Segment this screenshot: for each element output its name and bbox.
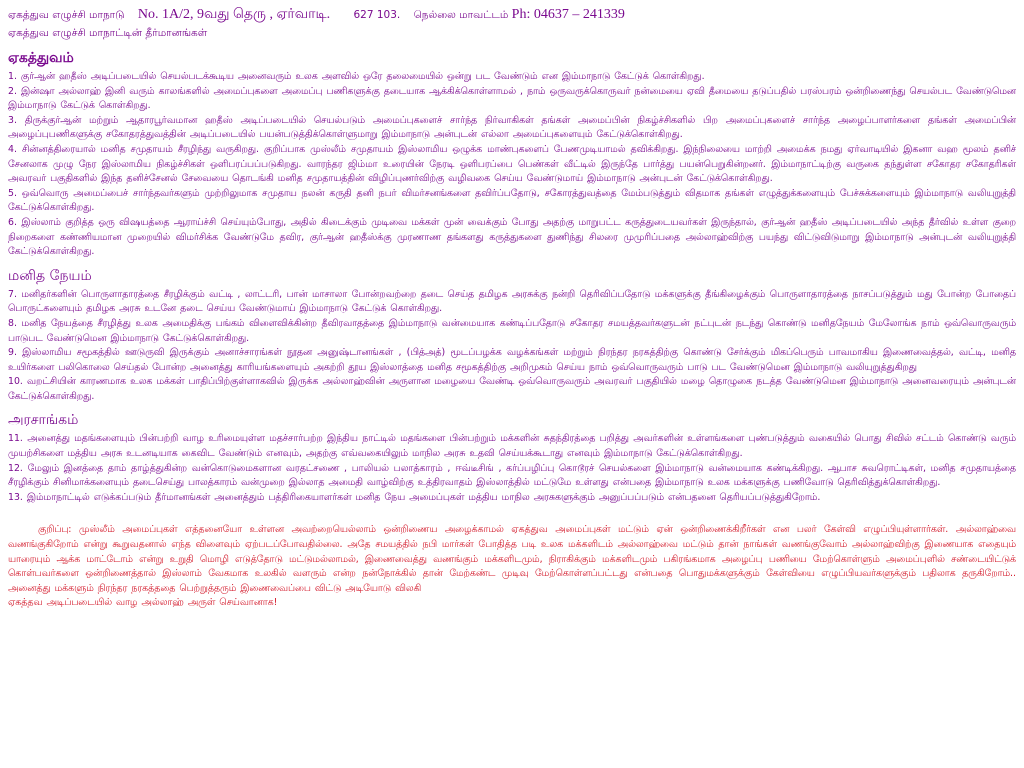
resolution-item: 12. மேலும் இனத்தை தாம் தாழ்த்துகின்ற வன்கொடுமைகளான வரதட்சணை , பாலியல் பலாத்காரம் , ஈவ்டீசிங் , கர்ப்பழிப்பு கொடூரச் செயல்களை இம்மாநாடு வன்மையாக கண்டிக்கிறது. ஆபாச சுவரொட்டிகள், மனித சமுதாயத்தை சீரழிக்கும் சினிமாக்களையும் தடைசெய்து பாலத்காரம் வன்முறை இல்லாத அமைதி வாழ்விற்கு உத்திரவாதம் இஸ்லாத்தில் மட்டுமே உள்ளது என்பதை இம்மாநாடு உலக மக்களுக்கு பணிவோடு தெரிவித்துக்கொள்கிறது. [8,462,1016,489]
resolution-item: 4. சின்னத்திரையால் மனித சமுதாயம் சீரழிந்து வருகிறது. குறிப்பாக முஸ்லீம் சமுதாயம் இஸ்லாமிய ஒழுக்க மாண்புகளைப் பேணமுடியாமல் தவிக்கிறது. இந்நிலையை மாற்றி அமைக்க நமது ஏர்வாடியில் இகனா வஹ மூலம் தனிச் சேனலாக முழு நேர இஸ்லாமிய நிகழ்ச்சிகள் ஒளிபரப்பப்படுகிறது. வாரந்தர ஜிம்மா உரையின் நேரடி ஒளிபரப்பை பெண்கள் வீட்டில் இருந்தே பார்த்து பயன்பெறுகின்றனர். இம்மாநாட்டிற்கு வருகை தந்துள்ள சகோதர சகோதரிகள் அவரவர் பகுதிகளில் இந்த தனிச்சேனல் சேவையை தொடங்கி மனித சமுதாயத்தின் விழிப்புணர்விற்கு வழிவகை செய்ய வேண்டுமாய் இம்மாநாடு அன்புடன் கேட்டுக்கொள்கிறது. [8,143,1016,185]
document-subtitle: ஏகத்துவ எழுச்சி மாநாட்டின் தீர்மானங்கள் [8,27,208,39]
header-line [8,6,1016,24]
note-block [8,523,1016,611]
resolution-item: 8. மனித நேயத்தை சீரழித்து உலக அமைதிக்கு பங்கம் விளைவிக்கின்ற தீவிரவாதத்தை இம்மாநாடு வன்மையாக கண்டிப்பதோடு சகோதர சமயத்தவர்களுடன் நட்புடன் நடந்து கொண்டு மனிதநேயம் மேலோங்க நாம் ஒவ்வொருவரும் பாடுபட வேண்டுமென இம்மாநாடு கேட்டுக்கொள்கிறது. [8,317,1016,344]
org-name: ஏகத்துவ எழுச்சி மாநாடு [8,9,125,21]
section-title: ஏகத்துவம் [8,50,74,66]
section-title: மனித நேயம் [8,267,92,284]
resolution-item: 10. வறட்சியின் காரணமாக உலக மக்கள் பாதிப்பிற்குள்ளாகவில் இருக்க அல்லாஹ்வின் அருளான மழையை வேண்டி ஒவ்வொருவரும் அவரவர் பகுதியில் மழை தொழுகை நடத்த வேண்டுமென இம்மாநாடு அனைவரையும் அன்புடன் கேட்டுக்கொள்கிறது. [8,376,1016,402]
note-paragraph: குறிப்பு: முஸ்லீம் அமைப்புகள் எத்தனையோ உள்ளன அவற்றையெல்லாம் ஒன்றிணைய அழைக்காமல் ஏகத்துவ அமைப்புகள் மட்டும் ஏன் ஒன்றிணைக்கிறீர்கள் என பலர் கேள்வி எழுப்பியுள்ளார்கள். அல்லாஹ்வை வணங்குகிறோம் என்று கூறுவதனால் எந்த விளைவும் ஏற்படப்போவதில்லை. அதே சமயத்தில் நபி மார்கள் போதித்த படி உலக மக்களிடம் அல்லாஹ்வை மட்டும் தான் நாங்கள் வணங்குவோம் அல்லாஹ்விற்கு இணையாக எதையும் யாரையும் ஆக்க மாட்டோம் என்று உறுதி மொழி எடுத்தோடு மட்டுமல்லாமல், இணைவைத்து வணங்கும் மக்களிடமும், நிராகிக்கும் மக்களிடமும் பகிரங்கமாக அழைப்பு பணியை மேற்கொள்ளும் அமைப்புளில் சண்டையிட்டுக் கொள்பவர்களை ஒன்றிணைத்தால் இஸ்லாம் வேகமாக உலகில் வளரும் என்ற நன்நோக்கில் தான் மேற்கண்ட முடிவு மேற்கொள்ளப்பட்டது என்பதை பொதுமக்களுக்கும் கேள்வியை எழுப்பியவர்களுக்கும் பதிலாக தருகிறோம்.. அனைத்து மக்களும் நிரந்தர நரகத்ததை பெற்றுத்தரும் இணைவைப்பை விட்டு அடியோடு விலகி [8,524,1016,594]
section-manitha-neyam [8,266,1016,405]
section-arasangam [8,410,1016,505]
resolution-item: 1. குர்ஆன் ஹதீஸ் அடிப்படையில் செயல்படக்கூடிய அனைவரும் உலக அளவில் ஒரே தலைமையில் ஒன்று பட வேண்டும் என இம்மாநாடு கேட்டுக் கொள்கிறது. [8,71,705,82]
phone: Ph: 04637 – 241339 [511,7,625,22]
resolution-item: 9. இஸ்லாமிய சமூகத்தில் ஊடுருவி இருக்கும் அனாச்சாரங்கள் நூதன அனுஷ்டானங்கள் , (பித்அத்) மூடப்பழக்க வழக்கங்கள் மற்றும் நிரந்தர நரகத்திற்கு கொண்டு சேர்க்கும் மிகப்பெரும் பாவமாகிய இணைவைத்தல், வட்டி, மனித உயிர்களை பலிகொலை செய்தல் போன்ற அனைத்து காரியங்களையும் அகற்றி தூய இஸ்லாத்தை மனித சமூகத்திற்கு அறிமுகம் செய்ய நாம் ஒவ்வொருவரும் பாடு பட வேண்டுமென இம்மாநாடு வலியுறுத்துகிறது [8,347,1016,373]
resolution-item: 7. மனிதர்களின் பொருளாதாரத்தை சீரழிக்கும் வட்டி , லாட்டரி, பான் மாசாலா போன்றவற்றை தடை செய்த தமிழக அரசுக்கு நன்றி தெரிவிப்பதோடு மக்களுக்கு தீங்கிழைக்கும் பொருளாதாரத்தை நாசப்படுத்தும் மது போன்ற போதைப் பொருட்களையும் தமிழக அரசு உடனே தடை செய்ய வேண்டுமாய் இம்மாநாடு கேட்டுக் கொள்கிறது. [8,288,1016,315]
pincode: 627 103. [353,9,401,21]
resolution-item: 2. இன்ஷா அல்லாஹ் இனி வரும் காலங்களில் அமைப்புகளை அமைப்பு பணிகளுக்கு தடையாக ஆக்கிக்கொள்ளாமல் , நாம் ஒருவருக்கொருவர் நன்மையை ஏவி தீமையை தடுப்பதில் பரஸ்பரம் ஒன்றிணைந்து செயல்பட வேண்டுமென இம்மாநாடு கேட்டுக் கொள்கிறது. [8,85,1016,112]
section-ekathuvam [8,48,1016,260]
section-title: அரசாங்கம் [8,412,79,429]
address: No. 1A/2, 9வது தெரு , ஏர்வாடி. [137,7,331,22]
district: நெல்லை மாவட்டம் [413,9,509,21]
note-closing: ஏகத்தவ அடிப்படையில் வாழ அல்லாஹ் அருள் செய்வானாக! [8,597,278,609]
resolution-item: 3. திருக்குர்ஆன் மற்றும் ஆதாரபூர்வமான ஹதீஸ் அடிப்படையில் செயல்படும் அமைப்புகளைச் சார்ந்த நிர்வாகிகள் தங்கள் அமைப்பின் நிகழ்ச்சிகளில் பிற அமைப்புகளைச் சார்ந்த அழைப்பாளர்களை தங்கள் அமைப்பின் அழைப்புபணிகளுக்கு சகோதரத்துவத்தின் அடிப்படையில் பயன்படுத்திக்கொள்ளுமாறு இம்மாநாடு அன்புடன் எல்லா அமைப்புகளையும் கேட்டுக்கொள்கிறது. [8,114,1016,141]
resolution-item: 6. இஸ்லாம் குறித்த ஒரு விஷயத்தை ஆராய்ச்சி செய்யும்போது, அதில் கிடைக்கும் முடிவை மக்கள் முன் வைக்கும் போது அதற்கு மாறுபட்ட கருத்துடையவர்கள் இருந்தால், குர்ஆன் ஹதீஸ் அடிப்படையில் அந்த தீர்வில் உள்ள குறை நிறைகளை கண்ணியமான முறையில் விமர்சிக்க வேண்டுமே தவிர, குர்ஆன் ஹதீஸ்க்கு முரணாண தங்களது கருத்துகளை துணிந்து சிலரை முமுரிப்பதை அல்லாஹ்விற்கு பயந்து விட்டுவிடுமாறு இம்மாநாடு அன்புடன் வலியுறுத்தி கேட்டுக்கொள்கிறது. [8,216,1016,258]
resolution-item: 13. இம்மாநாட்டில் எடுக்கப்படும் தீர்மானங்கள் அனைத்தும் பத்திரிகையாளர்கள் மனித நேய அமைப்புகள் மத்திய மாநில அரசுகளுக்கும் அனுப்பப்படும் என்பதனை தெரியப்படுத்துகிறோம். [8,491,821,503]
resolution-item: 11. அனைத்து மதங்களையும் பின்பற்றி வாழ உரிமையுள்ள மதச்சார்பற்ற இந்திய நாட்டில் மதங்களை பின்பற்றும் மக்களின் சுதந்திரத்தை பறித்து அவர்களின் உள்ளங்களை புண்படுத்தும் வகையில் பொது சிவில் சட்டம் கொண்டு வரும் முயற்சிகளை மத்திய அரசு உடனடியாக கைவிட வேண்டும் எனவும், அதற்கு எவ்வகையிலும் மாநில அரசு உதவி செய்யக்கூடாது எனவும் இம்மாநாடு கேட்டுக்கொள்கிறது. [8,433,1016,460]
resolution-item: 5. ஒவ்வொரு அமைப்பைச் சார்ந்தவர்களும் முற்றிலுமாக சமுதாய நலன் கருதி தனி நபர் விமர்சனங்களை தவிர்ப்பதோடு, சகோரத்துவத்தை மேம்படுத்தும் விதமாக தங்கள் எழுத்துக்களையும் பேச்சுக்களையும் இம்மாநாடு வலியுறுத்தி கேட்டுக்கொள்கிறது. [8,187,1016,214]
